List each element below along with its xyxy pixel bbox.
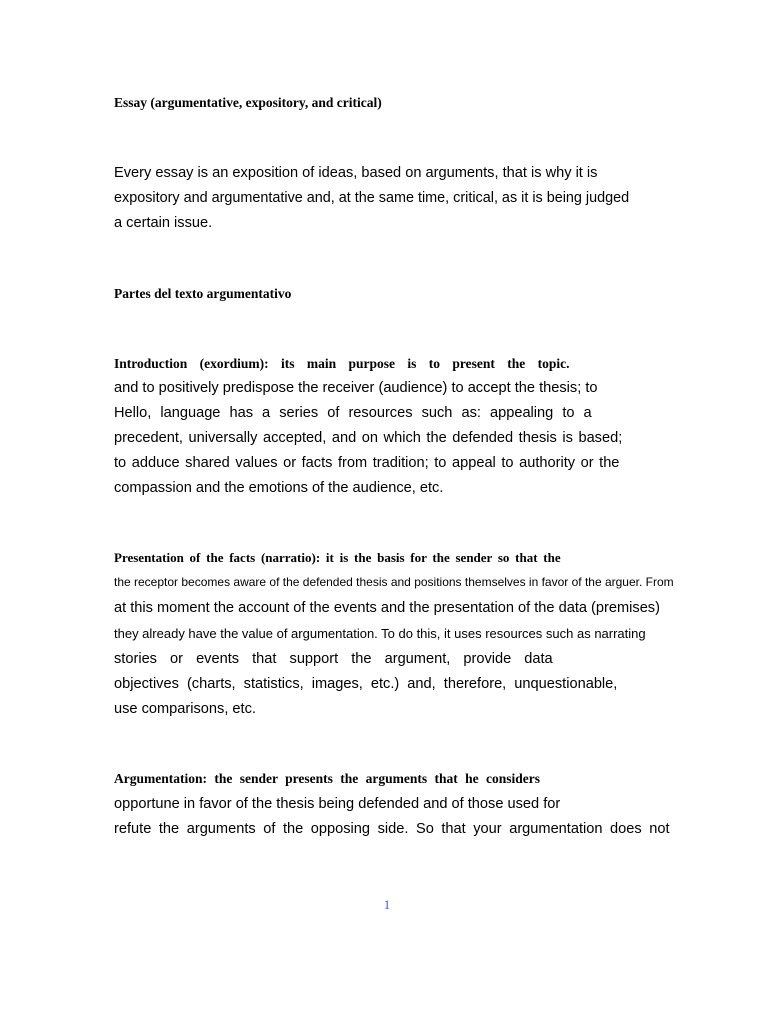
introduction-heading: Introduction (exordium): its main purpose is to present the topic. <box>114 356 570 371</box>
introduction-line-4: to adduce shared values or facts from tradition; to appeal to authority or the <box>114 455 620 471</box>
document-title: Essay (argumentative, expository, and critical) <box>114 95 382 110</box>
presentation-line-6: use comparisons, etc. <box>114 701 256 717</box>
introduction-line-2: Hello, language has a series of resources such as: appealing to a <box>114 405 592 421</box>
presentation-line-1: the receptor becomes aware of the defended thesis and positions themselves in favor of the arguer. From <box>114 575 674 589</box>
intro-line-1: Every essay is an exposition of ideas, based on arguments, that is why it is <box>114 165 598 181</box>
introduction-line-1: and to positively predispose the receiver (audience) to accept the thesis; to <box>114 380 598 396</box>
presentation-heading: Presentation of the facts (narratio): it is the basis for the sender so that the <box>114 550 561 565</box>
presentation-line-2: at this moment the account of the events and the presentation of the data (premises) <box>114 600 660 616</box>
introduction-line-3: precedent, universally accepted, and on which the defended thesis is based; <box>114 430 623 446</box>
intro-line-2: expository and argumentative and, at the same time, critical, as it is being judged <box>114 190 630 206</box>
presentation-line-3: they already have the value of argumentation. To do this, it uses resources such as narrating <box>114 626 646 641</box>
argumentation-heading: Argumentation: the sender presents the arguments that he considers <box>114 771 540 786</box>
page-number: 1 <box>383 897 391 912</box>
argumentation-line-1: opportune in favor of the thesis being defended and of those used for <box>114 796 561 812</box>
argumentation-line-2: refute the arguments of the opposing side. So that your argumentation does not <box>114 821 670 837</box>
presentation-line-4: stories or events that support the argument, provide data <box>114 651 553 667</box>
introduction-line-5: compassion and the emotions of the audience, etc. <box>114 480 444 496</box>
section-heading: Partes del texto argumentativo <box>114 286 292 301</box>
presentation-line-5: objectives (charts, statistics, images, etc.) and, therefore, unquestionable, <box>114 676 618 692</box>
intro-line-3: a certain issue. <box>114 215 213 231</box>
